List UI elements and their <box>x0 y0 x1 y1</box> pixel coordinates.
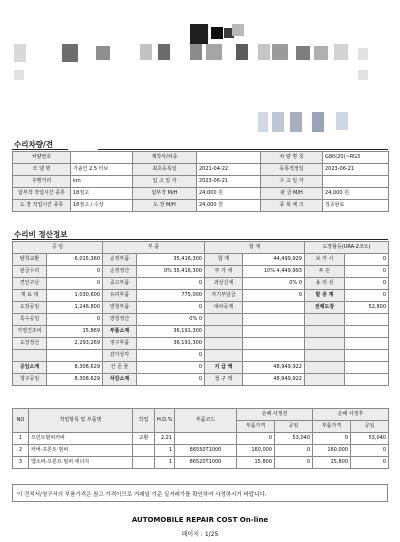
redacted-block <box>206 44 222 60</box>
settlement-header-row <box>13 242 389 254</box>
settlement-value <box>243 314 305 326</box>
vehicle-label: 제작사/차종 <box>133 152 197 164</box>
settlement-label: 청구공임 <box>13 374 47 386</box>
vehicle-value <box>323 176 389 188</box>
parts-cell: 53,040 <box>351 433 389 445</box>
settlement-label: 도장정산 <box>13 338 47 350</box>
settlement-value: 0 <box>137 350 205 362</box>
settlement-value: 775,000 <box>137 290 205 302</box>
settlement-value <box>345 314 389 326</box>
settlement-label <box>205 326 243 338</box>
parts-cell: 2 <box>13 445 29 457</box>
parts-cell: 3 <box>13 457 29 469</box>
vehicle-label: 탐부작 작업시간 종류 <box>13 188 71 200</box>
settlement-label: 판금수리 <box>13 266 47 278</box>
parts-row <box>13 445 389 457</box>
parts-cell: 0 <box>351 457 389 469</box>
parts-row <box>13 457 389 469</box>
vehicle-value: G80(20)~RG3 <box>323 152 389 164</box>
settlement-label <box>305 350 345 362</box>
settlement-label: 공임소계 <box>13 362 47 374</box>
vehicle-value: 24,000 원 <box>197 200 261 212</box>
settlement-row <box>13 314 389 326</box>
parts-cell: 커버-프론트 범퍼 <box>29 445 133 457</box>
settlement-row <box>13 338 389 350</box>
settlement-value <box>243 326 305 338</box>
settlement-label: 두 돈 <box>305 266 345 278</box>
settlement-value: 0% 0 <box>243 278 305 290</box>
parts-cell: 1 <box>13 433 29 445</box>
settlement-label: 감가상각 <box>103 350 137 362</box>
settlement-header: 도장왕등(URA-2코트) <box>305 242 389 254</box>
redacted-block <box>358 70 368 80</box>
vehicle-label: 도 장 작업시간 종류 <box>13 200 71 212</box>
settlement-value <box>243 302 305 314</box>
parts-cell: 1 <box>155 457 175 469</box>
parts-cell: 0 <box>275 445 313 457</box>
settlement-value: 44,499,929 <box>243 254 305 266</box>
vehicle-value: 2023-06-21 <box>323 164 389 176</box>
settlement-value: 0 <box>137 302 205 314</box>
settlement-label: 부 가 세 <box>205 266 243 278</box>
redacted-block <box>312 112 324 132</box>
settlement-value: 0 <box>47 278 103 290</box>
settlement-label: 중고부품 <box>103 278 137 290</box>
settlement-value: 1,030,600 <box>47 290 103 302</box>
vehicle-row <box>13 200 389 212</box>
settlement-value: 15,869 <box>47 326 103 338</box>
vehicle-value: 24,000 원 <box>323 188 389 200</box>
redacted-block <box>140 44 152 60</box>
settlement-label: 할 증 계 <box>305 290 345 302</box>
parts-cell: 86550T1000 <box>175 445 237 457</box>
vehicle-row <box>13 188 389 200</box>
parts-cell: 교환 <box>133 433 155 445</box>
parts-cell: 0 <box>237 433 275 445</box>
settlement-label: 자기부담금 <box>205 290 243 302</box>
settlement-value: 0 <box>137 362 205 374</box>
parts-header-hdc: H.D.% <box>155 409 175 433</box>
settlement-label: 견인구난 <box>13 278 47 290</box>
settlement-value: 8,308,629 <box>47 362 103 374</box>
vehicle-value: 18점고 / 수상 <box>71 200 133 212</box>
vehicle-label: 최초등록일 <box>133 164 197 176</box>
settlement-label <box>205 350 243 362</box>
vehicle-row <box>13 152 389 164</box>
settlement-row <box>13 266 389 278</box>
settlement-value: 0 <box>137 374 205 386</box>
vehicle-table <box>12 151 389 212</box>
settlement-label <box>305 326 345 338</box>
vehicle-value <box>197 152 261 164</box>
settlement-label: 도장공임 <box>13 302 47 314</box>
parts-subheader-price: 부품가격 <box>237 421 275 433</box>
note-box <box>12 484 388 502</box>
footer-title: AUTOMOBILE REPAIR COST On-line <box>131 516 269 524</box>
settlement-value: 0 <box>243 290 305 302</box>
parts-cell: 1 <box>155 445 175 457</box>
parts-cell: 프런트범퍼커버 <box>29 433 133 445</box>
vehicle-row <box>13 176 389 188</box>
settlement-value: 0 <box>47 314 103 326</box>
settlement-row <box>13 278 389 290</box>
settlement-header: 공 임 <box>13 242 103 254</box>
settlement-value <box>345 326 389 338</box>
settlement-title-rule <box>12 239 388 240</box>
settlement-label <box>305 362 345 374</box>
settlement-value: 35,416,300 <box>137 254 205 266</box>
parts-cell: 53,040 <box>275 433 313 445</box>
redacted-block <box>158 44 170 60</box>
vehicle-label: 종 복 체 크 <box>261 200 323 212</box>
parts-header-code: 부품코드 <box>175 409 237 433</box>
settlement-label <box>305 338 345 350</box>
settlement-value <box>345 374 389 386</box>
settlement-section-title: 수리비 정산정보 <box>14 230 68 239</box>
settlement-label: 방청부품 <box>103 302 137 314</box>
settlement-label: 청 구 액 <box>205 374 243 386</box>
settlement-label: 유리부품 <box>103 290 137 302</box>
settlement-value: 0 <box>345 278 389 290</box>
settlement-label <box>205 338 243 350</box>
parts-cell <box>133 445 155 457</box>
redacted-block <box>190 24 208 44</box>
vehicle-table-wrap <box>12 151 388 212</box>
redacted-block <box>190 44 202 60</box>
parts-cell <box>175 433 237 445</box>
redacted-block <box>14 44 26 62</box>
settlement-label <box>305 314 345 326</box>
settlement-label: 정구부품 <box>103 338 137 350</box>
parts-table <box>12 408 389 469</box>
vehicle-label: 탐부작 M/H <box>133 188 197 200</box>
settlement-value: 48,949,922 <box>243 362 305 374</box>
settlement-label: 지 급 액 <box>205 362 243 374</box>
parts-table-wrap <box>12 408 388 469</box>
redacted-block <box>62 44 78 62</box>
redacted-block <box>334 44 348 60</box>
redacted-block <box>211 27 223 39</box>
settlement-label: 합 계 <box>205 254 243 266</box>
redacted-block <box>314 46 328 60</box>
parts-header-before: 손해 사정전 <box>237 409 313 421</box>
settlement-label: 과상신계 <box>205 278 243 290</box>
settlement-value <box>345 362 389 374</box>
parts-header-no: NO <box>13 409 29 433</box>
redacted-block <box>272 112 284 132</box>
page-indicator: 페이지 : 1/25 <box>181 531 219 538</box>
parts-cell: 15,800 <box>237 457 275 469</box>
parts-cell: 0 <box>351 445 389 457</box>
settlement-table <box>12 241 389 386</box>
parts-subheader-labor: 공임 <box>351 421 389 433</box>
vehicle-label: 도 장 M/H <box>133 200 197 212</box>
parts-cell <box>133 457 155 469</box>
settlement-label: 용 리 성 <box>305 278 345 290</box>
settlement-row <box>13 290 389 302</box>
redacted-block <box>272 44 288 60</box>
settlement-value <box>243 350 305 362</box>
settlement-label: 전체도장 <box>305 302 345 314</box>
settlement-value <box>243 338 305 350</box>
settlement-value: 36,191,300 <box>137 326 205 338</box>
vehicle-label: 차량번호 <box>13 152 71 164</box>
redacted-block <box>358 48 368 60</box>
settlement-label <box>205 314 243 326</box>
redacted-block <box>258 112 268 132</box>
settlement-label: 가열건조비 <box>13 326 47 338</box>
redacted-block <box>336 112 348 130</box>
settlement-label <box>305 374 345 386</box>
settlement-row <box>13 350 389 362</box>
settlement-value: 10% 4,449,993 <box>243 266 305 278</box>
vehicle-value: 검증완료 <box>323 200 389 212</box>
settlement-label: 탈착교환 <box>13 254 47 266</box>
parts-cell: 앱소버-프론트 범퍼 에너지 <box>29 457 133 469</box>
settlement-label: 특수공임 <box>13 314 47 326</box>
settlement-label: 부품소계 <box>103 326 137 338</box>
redacted-block <box>258 44 270 60</box>
redacted-block <box>14 70 24 80</box>
parts-cell: 15,800 <box>313 457 351 469</box>
vehicle-title-mask <box>68 130 98 150</box>
vehicle-label: 차 량 명 칭 <box>261 152 323 164</box>
settlement-value: 0% 35,416,300 <box>137 266 205 278</box>
settlement-value <box>47 350 103 362</box>
parts-cell: 160,000 <box>313 445 351 457</box>
settlement-label: 방청정산 <box>103 314 137 326</box>
settlement-value: 0 <box>345 254 389 266</box>
settlement-row <box>13 302 389 314</box>
vehicle-label: 등록적정일 <box>261 164 323 176</box>
vehicle-value: 18점고 <box>71 188 133 200</box>
vehicle-row <box>13 164 389 176</box>
parts-cell: 2.21 <box>155 433 175 445</box>
settlement-value: 0 <box>47 266 103 278</box>
parts-header-row <box>13 409 389 421</box>
settlement-value <box>345 338 389 350</box>
redacted-block <box>232 24 244 36</box>
vehicle-value: 가솔린 2.5 터보 <box>71 164 133 176</box>
settlement-value: 0% 0 <box>137 314 205 326</box>
settlement-label <box>13 350 47 362</box>
settlement-value: 6,015,360 <box>47 254 103 266</box>
redacted-block <box>296 46 310 60</box>
settlement-row <box>13 374 389 386</box>
vehicle-label: 모 델 명 <box>13 164 71 176</box>
settlement-value <box>345 350 389 362</box>
parts-cell: 86520T1000 <box>175 457 237 469</box>
settlement-row <box>13 362 389 374</box>
settlement-header: 합 계 <box>205 242 305 254</box>
parts-row <box>13 433 389 445</box>
vehicle-value: km <box>71 176 133 188</box>
settlement-label: 잔 존 물 <box>103 362 137 374</box>
settlement-value: 0 <box>345 266 389 278</box>
vehicle-label: 입 고 일 자 <box>133 176 197 188</box>
settlement-value: 0 <box>345 290 389 302</box>
vehicle-value: 2023-06-21 <box>197 176 261 188</box>
settlement-label: 순정부품 <box>103 254 137 266</box>
note-text: 이 견적서/청구서의 부품가격은 참고 가격이므로 거래일 기준 실거래가를 확인하여 사정하시기 바랍니다. <box>17 492 267 498</box>
settlement-label: 순정정산 <box>103 266 137 278</box>
settlement-value: 1,246,800 <box>47 302 103 314</box>
vehicle-value: 2021-04-22 <box>197 164 261 176</box>
settlement-header: 부 품 <box>103 242 205 254</box>
settlement-value: 0 <box>137 278 205 290</box>
parts-subheader-labor: 공임 <box>275 421 313 433</box>
vehicle-section-title: 수리차량/견 <box>14 140 53 149</box>
settlement-value: 8,308,629 <box>47 374 103 386</box>
vehicle-label: 주행거리 <box>13 176 71 188</box>
settlement-row <box>13 326 389 338</box>
vehicle-value <box>71 152 133 164</box>
vehicle-value: 24,000 원 <box>197 188 261 200</box>
redacted-block <box>236 44 248 60</box>
vehicle-label: 판 금 M/H <box>261 188 323 200</box>
settlement-value: 52,800 <box>345 302 389 314</box>
vehicle-label: 수 고 일 자 <box>261 176 323 188</box>
parts-header-after: 손해 사정후 <box>313 409 389 421</box>
settlement-label: 재 료 대 <box>13 290 47 302</box>
settlement-row <box>13 254 389 266</box>
settlement-table-wrap <box>12 241 388 386</box>
settlement-label: 보 카 시 <box>305 254 345 266</box>
settlement-value: 48,949,922 <box>243 374 305 386</box>
parts-cell: 0 <box>275 457 313 469</box>
parts-subheader-price: 부품가격 <box>313 421 351 433</box>
settlement-value: 2,293,269 <box>47 338 103 350</box>
parts-cell: 160,000 <box>237 445 275 457</box>
parts-header-work: 작업 <box>133 409 155 433</box>
parts-header-item: 작업항목 및 부품명 <box>29 409 133 433</box>
settlement-label: 대차공제 <box>205 302 243 314</box>
settlement-value: 36,191,300 <box>137 338 205 350</box>
parts-cell: 0 <box>313 433 351 445</box>
settlement-label: 차감소계 <box>103 374 137 386</box>
redacted-block <box>96 46 110 60</box>
redacted-block <box>290 112 302 132</box>
